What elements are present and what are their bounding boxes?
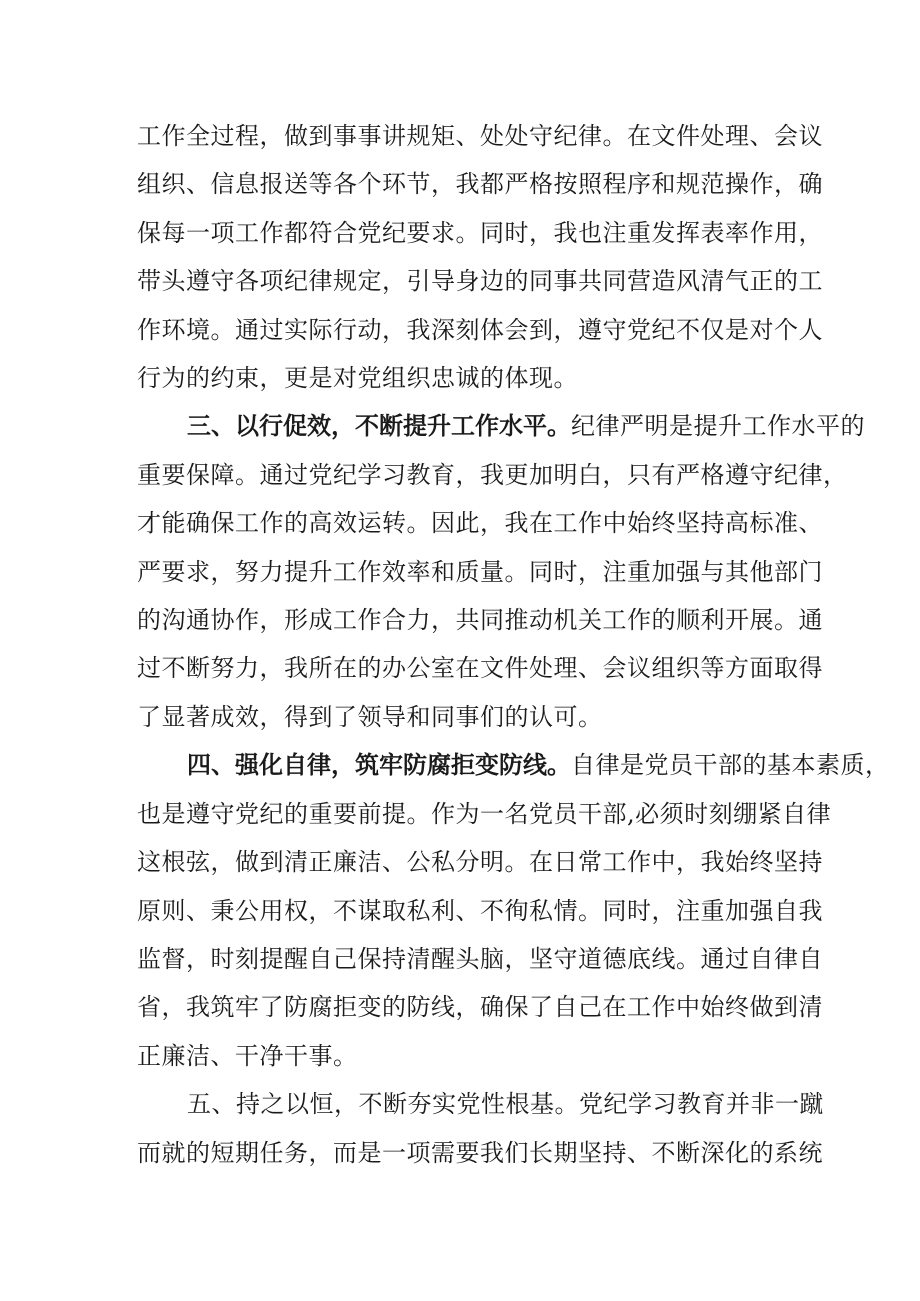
document-body	[137, 112, 890, 1177]
text-line: 原则、秉公用权，不谋取私利、不徇私情。同时，注重加强自我	[137, 896, 823, 925]
section-three-first-line	[137, 402, 865, 450]
section-four	[137, 741, 890, 1080]
section-four-first-line-text: 自律是党员干部的基本素质，	[571, 751, 890, 780]
section-five	[137, 1080, 824, 1177]
section-four-first-line	[137, 741, 890, 789]
paragraph-continuation	[137, 112, 823, 402]
section-five-first-line: 五、持之以恒，不断夯实党性根基。党纪学习教育并非一蹴	[187, 1090, 824, 1119]
text-line: 组织、信息报送等各个环节，我都严格按照程序和规范操作，确	[137, 170, 823, 199]
text-line: 了显著成效，得到了领导和同事们的认可。	[137, 702, 603, 731]
text-line: 才能确保工作的高效运转。因此，我在工作中始终坚持高标准、	[137, 509, 823, 538]
text-line: 工作全过程，做到事事讲规矩、处处守纪律。在文件处理、会议	[137, 122, 823, 150]
text-line: 保每一项工作都符合党纪要求。同时，我也注重发挥表率作用，	[137, 218, 823, 247]
section-three-first-line-text: 纪律严明是提升工作水平的	[571, 412, 865, 441]
section-three-heading: 三、以行促效，不断提升工作水平。	[187, 412, 571, 441]
text-line: 省，我筑牢了防腐拒变的防线，确保了自己在工作中始终做到清	[137, 993, 823, 1022]
text-line: 的沟通协作，形成工作合力，共同推动机关工作的顺利开展。通	[137, 606, 823, 635]
text-line: 过不断努力，我所在的办公室在文件处理、会议组织等方面取得	[137, 654, 823, 683]
text-line: 而就的短期任务，而是一项需要我们长期坚持、不断深化的系统	[137, 1138, 823, 1167]
section-three	[137, 402, 865, 741]
text-line: 带头遵守各项纪律规定，引导身边的同事共同营造风清气正的工	[137, 267, 823, 296]
text-line: 正廉洁、干净干事。	[137, 1041, 358, 1070]
text-line: 严要求，努力提升工作效率和质量。同时，注重加强与其他部门	[137, 557, 823, 586]
text-line: 监督，时刻提醒自己保持清醒头脑，坚守道德底线。通过自律自	[137, 944, 823, 973]
text-line: 这根弦，做到清正廉洁、公私分明。在日常工作中，我始终坚持	[137, 848, 823, 877]
text-line: 也是遵守党纪的重要前提。作为一名党员干部,必须时刻绷紧自律	[137, 799, 832, 828]
text-line: 重要保障。通过党纪学习教育，我更加明白，只有严格遵守纪律，	[137, 460, 848, 489]
section-four-heading: 四、强化自律，筑牢防腐拒变防线。	[187, 751, 571, 780]
text-line: 行为的约束，更是对党组织忠诚的体现。	[137, 364, 578, 393]
text-line: 作环境。通过实际行动，我深刻体会到，遵守党纪不仅是对个人	[137, 315, 823, 344]
